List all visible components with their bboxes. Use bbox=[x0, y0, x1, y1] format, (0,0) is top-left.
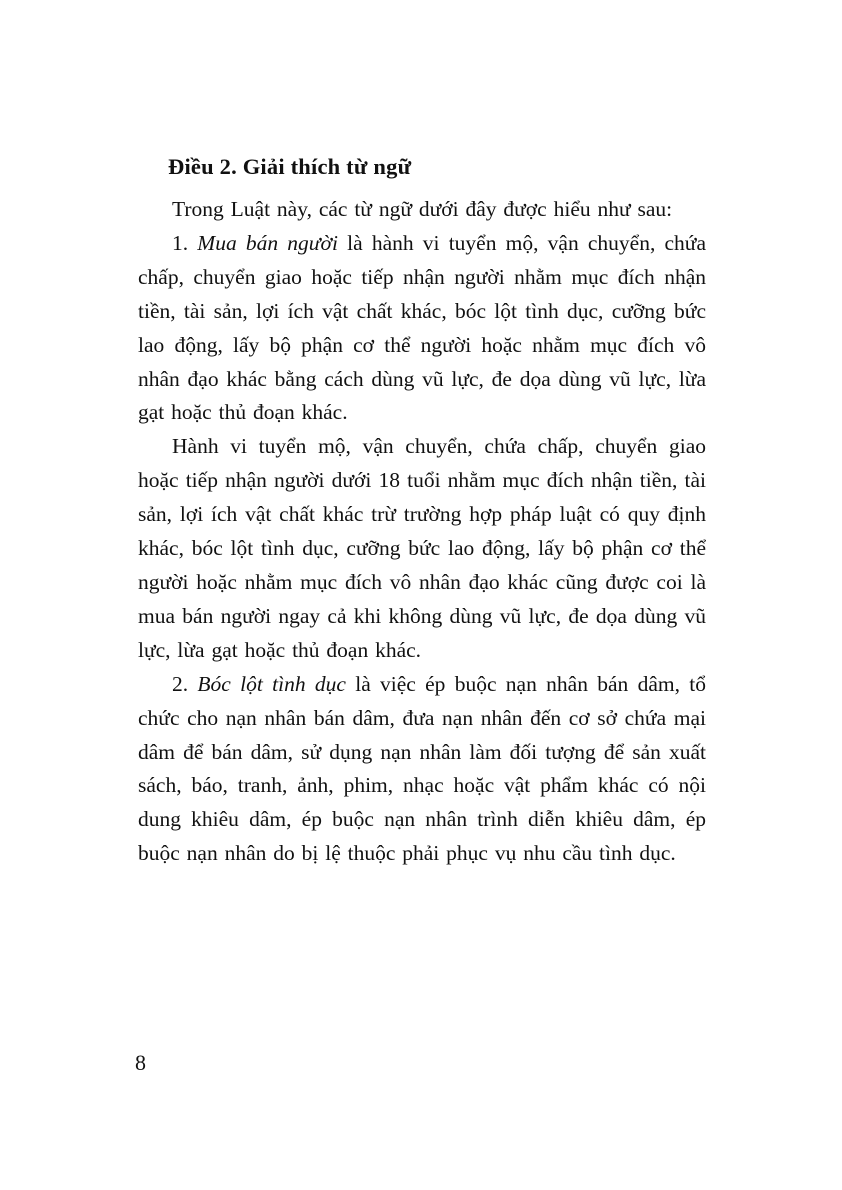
text-run: 1. bbox=[172, 230, 198, 255]
paragraph-definition-2 bbox=[138, 668, 706, 871]
text-block bbox=[138, 150, 706, 871]
paragraph-definition-1 bbox=[138, 227, 706, 430]
paragraph-intro bbox=[138, 193, 706, 227]
text-run: 2. bbox=[172, 671, 198, 696]
term-italic: Mua bán người bbox=[197, 230, 338, 255]
article-heading: Điều 2. Giải thích từ ngữ bbox=[168, 154, 412, 179]
paragraph-definition-1-continued bbox=[138, 430, 706, 667]
text-run: là hành vi tuyển mộ, vận chuyển, chứa chấp, chuyển giao hoặc tiếp nhận người nhằm mục đích nhận tiền, tài sản, lợi ích vật chất khác, bóc lột tình dục, cưỡng bức lao động, lấy bộ phận cơ thể người hoặc nhằm mục đích vô nhân đạo khác bằng cách dùng vũ lực, đe dọa dùng vũ lực, lừa gạt hoặc thủ đoạn khác. bbox=[138, 230, 706, 425]
term-italic: Bóc lột tình dục bbox=[197, 671, 346, 696]
text-run: là việc ép buộc nạn nhân bán dâm, tổ chức cho nạn nhân bán dâm, đưa nạn nhân đến cơ sở chứa mại dâm để bán dâm, sử dụng nạn nhân làm đối tượng để sản xuất sách, báo, tranh, ảnh, phim, nhạc hoặc vật phẩm khác có nội dung khiêu dâm, ép buộc nạn nhân trình diễn khiêu dâm, ép buộc nạn nhân do bị lệ thuộc phải phục vụ nhu cầu tình dục. bbox=[138, 671, 706, 866]
text-run: Hành vi tuyển mộ, vận chuyển, chứa chấp, chuyển giao hoặc tiếp nhận người dưới 18 tuổi nhằm mục đích nhận tiền, tài sản, lợi ích vật chất khác trừ trường hợp pháp luật có quy định khác, bóc lột tình dục, cưỡng bức lao động, lấy bộ phận cơ thể người hoặc nhằm mục đích vô nhân đạo khác cũng được coi là mua bán người ngay cả khi không dùng vũ lực, đe dọa dùng vũ lực, lừa gạt hoặc thủ đoạn khác. bbox=[138, 434, 706, 662]
page-number: 8 bbox=[135, 1050, 146, 1075]
text-run: Trong Luật này, các từ ngữ dưới đây được hiểu như sau: bbox=[172, 197, 673, 221]
